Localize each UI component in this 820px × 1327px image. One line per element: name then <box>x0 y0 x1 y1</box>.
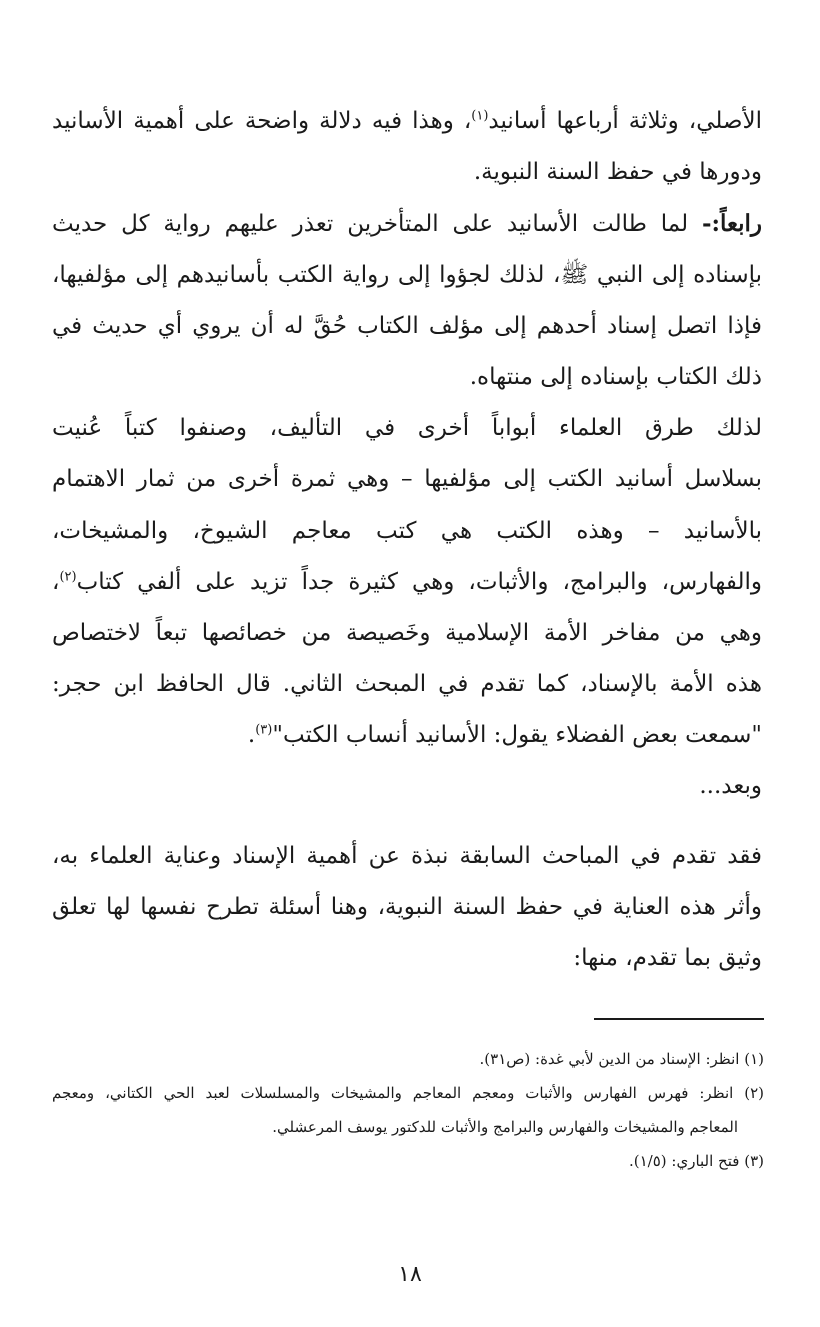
text-run: والفهارس، والبرامج، والأثبات، وهي كثيرة جداً تزيد على ألفي كتاب <box>76 568 762 595</box>
page-number: ١٨ <box>398 1262 422 1287</box>
text-line: بسلاسل أسانيد الكتب إلى مؤلفيها – وهي ثمرة أخرى من ثمار الاهتمام <box>52 466 762 493</box>
text-line: وثيق بما تقدم، منها: <box>573 945 762 971</box>
footnote-1 <box>52 1042 764 1076</box>
text-line: لذلك طرق العلماء أبواباً أخرى في التأليف، وصنفوا كتباً عُنيت <box>52 415 762 442</box>
quote-text: "سمعت بعض الفضلاء يقول: الأسانيد أنساب الكتب" <box>272 722 762 749</box>
footnote-number: (٢) <box>744 1084 764 1102</box>
text-line: بالأسانيد – وهذه الكتب هي كتب معاجم الشيوخ، والمشيخات، <box>52 517 762 544</box>
text-line: وبعد... <box>699 773 762 800</box>
footnote-ref-2[interactable]: (٢) <box>59 569 77 585</box>
footnote-2-continuation: المعاجم والمشيخات والفهارس والبرامج والأثبات للدكتور يوسف المرعشلي. <box>272 1118 738 1136</box>
text-run: . <box>247 722 256 749</box>
footnote-number: (١) <box>744 1050 764 1068</box>
text-line: فقد تقدم في المباحث السابقة نبذة عن أهمية الإسناد وعناية العلماء به، <box>52 842 762 869</box>
text-line <box>52 710 762 761</box>
text-line <box>52 96 762 147</box>
text-line <box>52 198 762 249</box>
footnote-text: انظر: الإسناد من الدين لأبي غدة: (ص٣١). <box>479 1050 740 1068</box>
text-line: ذلك الكتاب بإسناده إلى منتهاه. <box>469 363 762 390</box>
footnote-text: فتح الباري: (١/٥). <box>629 1152 740 1170</box>
text-line <box>52 557 762 608</box>
body-text <box>52 96 762 984</box>
footnotes <box>52 1042 764 1178</box>
text-line: ودورها في حفظ السنة النبوية. <box>473 159 762 186</box>
footnote-ref-3[interactable]: (٣) <box>255 722 273 738</box>
text-run: ، <box>52 568 60 595</box>
text-run: لما طالت الأسانيد على المتأخرين تعذر عليهم رواية كل حديث <box>52 211 702 238</box>
text-line: وهي من مفاخر الأمة الإسلامية وخَصيصة من خصائصها تبعاً لاختصاص <box>52 619 762 646</box>
text-line: وأثر هذه العناية في حفظ السنة النبوية، وهنا أسئلة تطرح نفسها لها تعلق <box>52 893 762 920</box>
text-line: هذه الأمة بالإسناد، كما تقدم في المبحث الثاني. قال الحافظ ابن حجر: <box>52 671 762 698</box>
footnote-3 <box>52 1144 764 1178</box>
footnote-text: انظر: فهرس الفهارس والأثبات ومعجم المعاجم والمشيخات والمسلسلات لعبد الحي الكتاني، ومعجم <box>52 1084 734 1102</box>
text-line: بإسناده إلى النبي ﷺ، لذلك لجؤوا إلى رواية الكتب بأسانيدهم إلى مؤلفيها، <box>52 261 762 288</box>
text-run: الأصلي، وثلاثة أرباعها أسانيد <box>488 108 762 134</box>
section-label: رابعاً:- <box>701 210 762 238</box>
text-line: فإذا اتصل إسناد أحدهم إلى مؤلف الكتاب حُقَّ له أن يروي أي حديث في <box>52 312 762 339</box>
footnote-number: (٣) <box>744 1152 764 1170</box>
footnote-ref-1[interactable]: (١) <box>471 108 489 124</box>
footnote-2 <box>52 1076 764 1110</box>
footnote-divider <box>594 1018 764 1020</box>
text-run: ، وهذا فيه دلالة واضحة على أهمية الأسانيد <box>52 108 472 134</box>
